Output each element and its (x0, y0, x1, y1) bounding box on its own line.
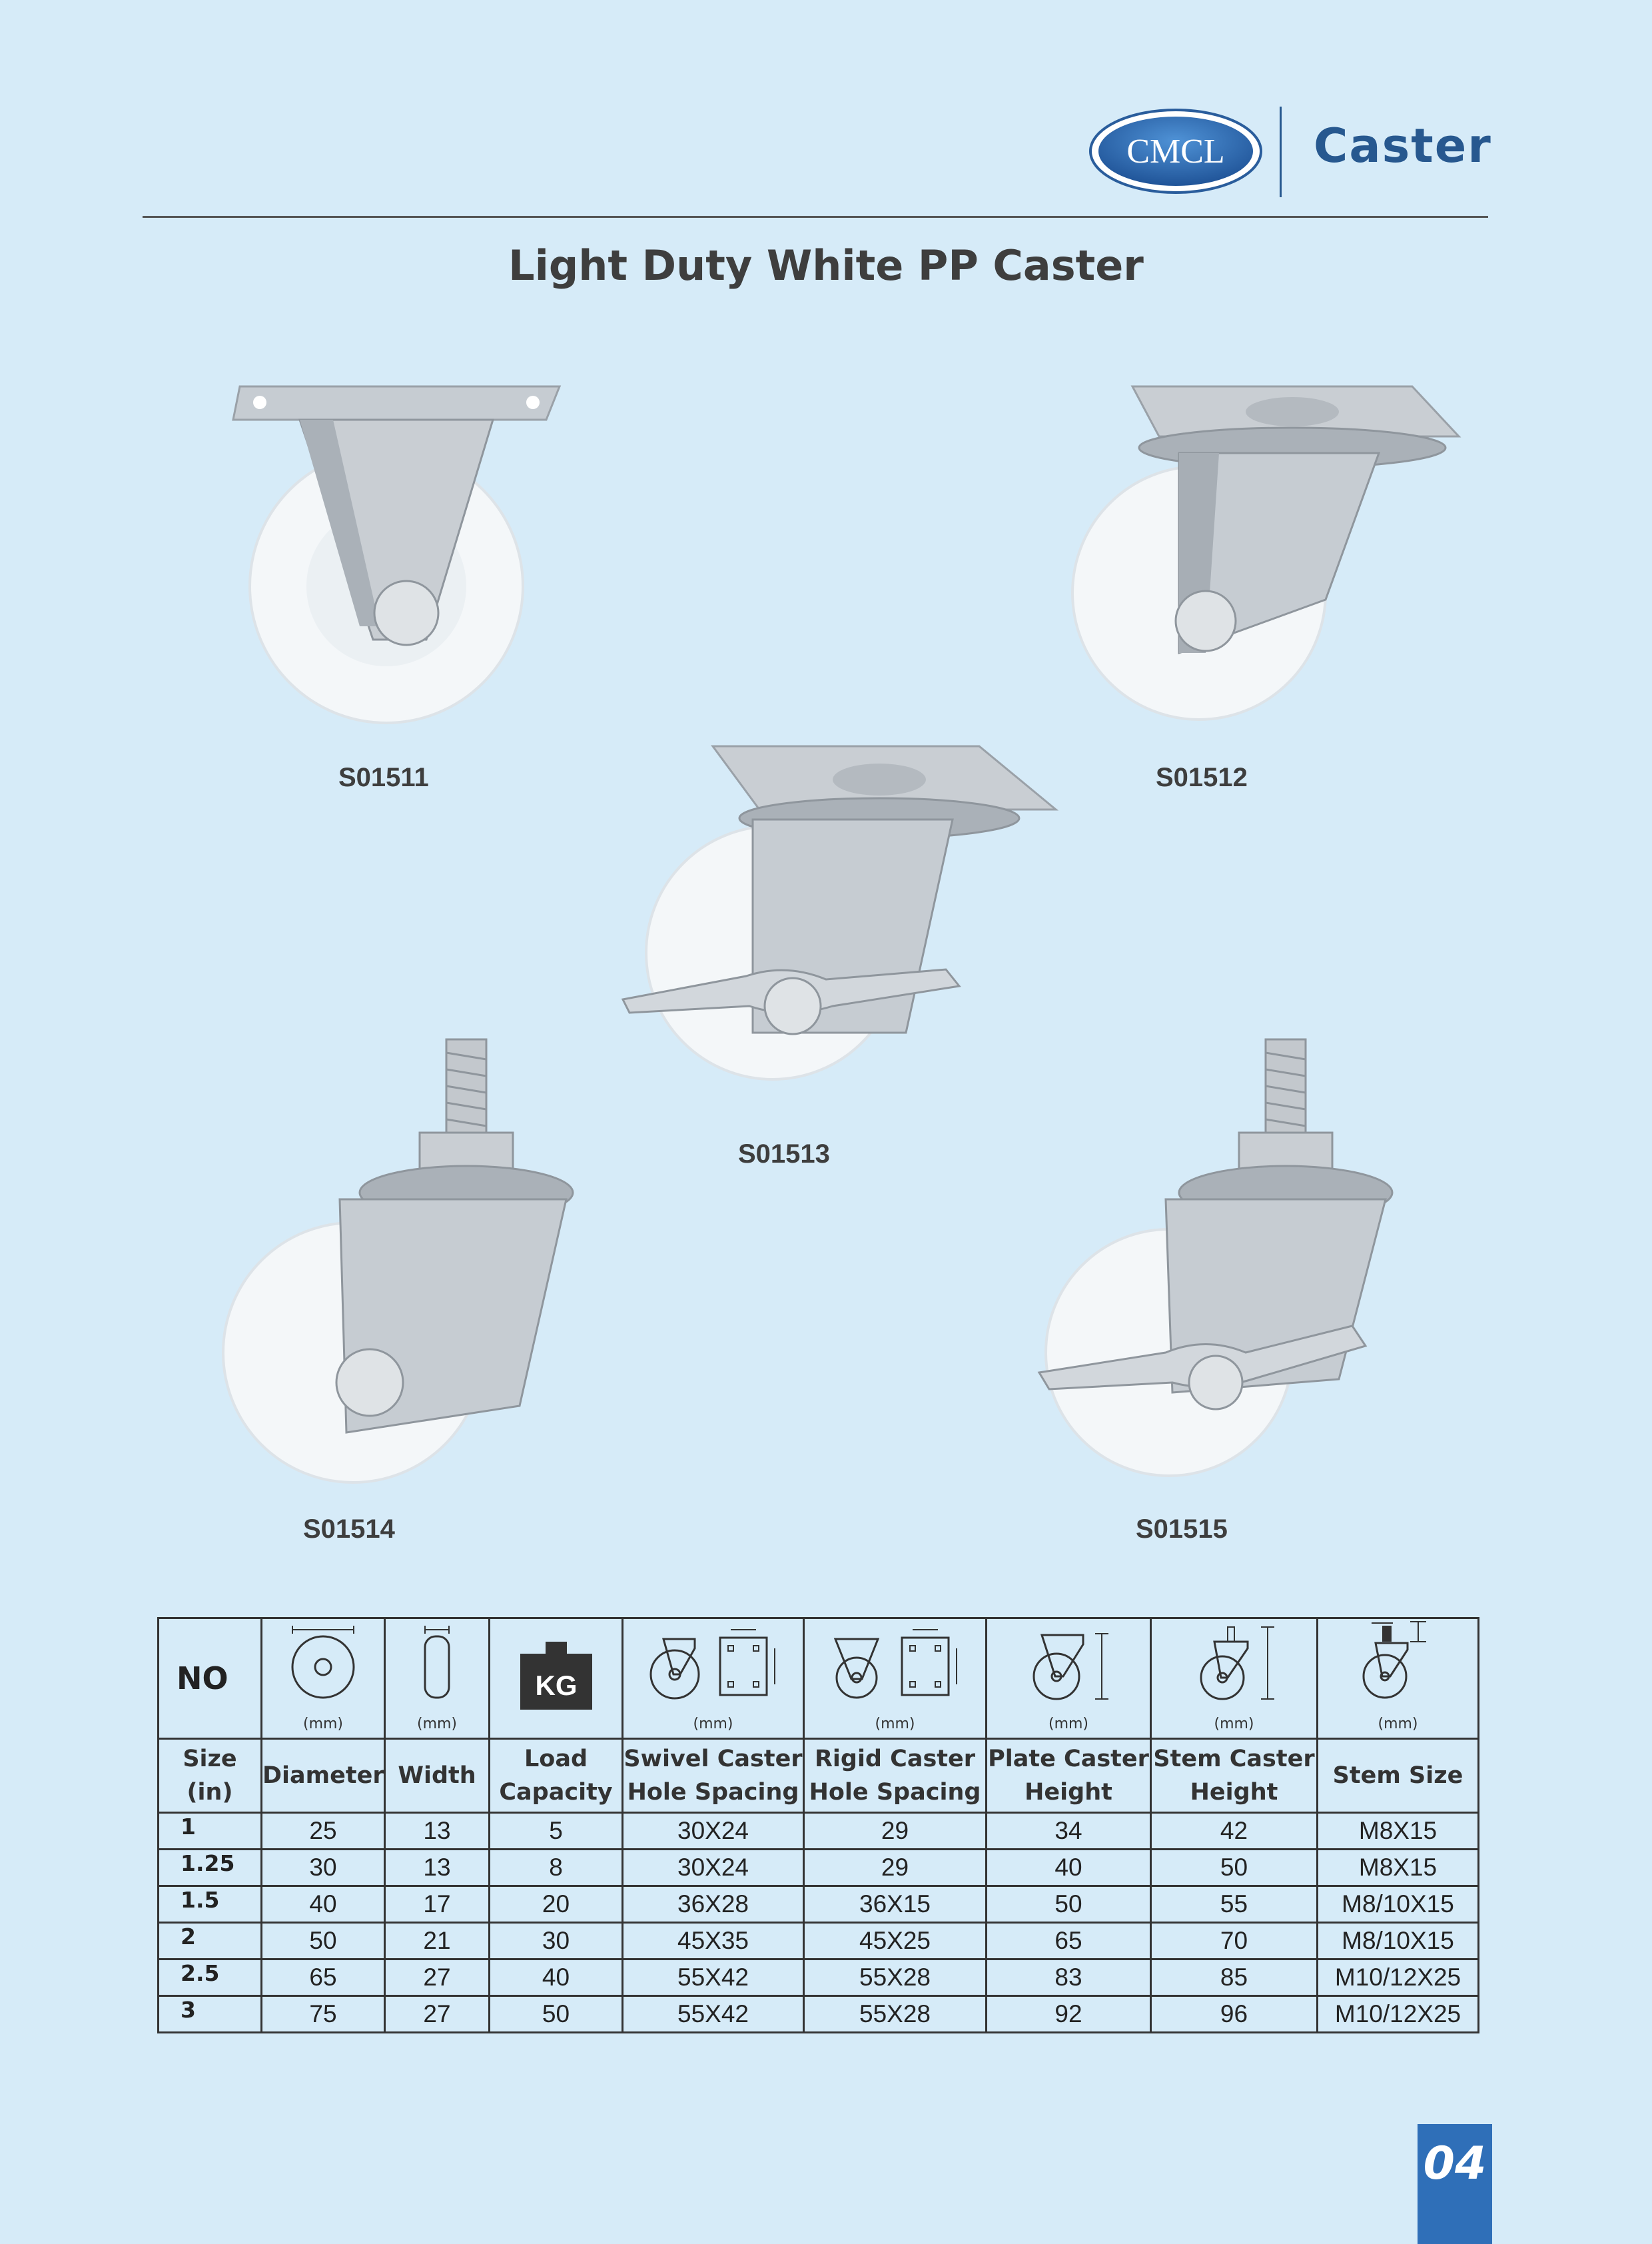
stem-height-header: Stem Caster Height (1151, 1739, 1318, 1813)
table-cell: 40 (262, 1886, 385, 1923)
swivel-hole-spacing-icon (647, 1624, 780, 1704)
caster-image-s01512 (1066, 373, 1465, 733)
diameter-icon (283, 1624, 363, 1704)
size-header: Size (in) (159, 1739, 262, 1813)
table-cell: 50 (490, 1996, 623, 2033)
table-cell: 17 (385, 1886, 490, 1923)
table-cell: 1.5 (159, 1886, 262, 1923)
table-cell: M10/12X25 (1318, 1996, 1479, 2033)
unit-label: (mm) (302, 1716, 344, 1732)
caster-image-s01515 (1032, 1033, 1432, 1499)
table-cell: 40 (987, 1850, 1151, 1886)
product-code: S01513 (738, 1139, 830, 1169)
cmcl-logo (1088, 108, 1264, 195)
table-cell: 65 (987, 1923, 1151, 1960)
table-cell: M8/10X15 (1318, 1886, 1479, 1923)
table-cell: 21 (385, 1923, 490, 1960)
caster-image-s01514 (220, 1033, 580, 1499)
table-cell: 40 (490, 1960, 623, 1996)
table-cell: 1.25 (159, 1850, 262, 1886)
table-row (159, 1923, 1479, 1960)
table-row (159, 1850, 1479, 1886)
no-header: NO (159, 1618, 262, 1739)
table-cell: 1 (159, 1813, 262, 1850)
unit-label: (mm) (693, 1716, 733, 1732)
table-row (159, 1886, 1479, 1923)
table-cell: 36X15 (804, 1886, 987, 1923)
table-cell: 55 (1151, 1886, 1318, 1923)
plate-height-header: Plate Caster Height (987, 1739, 1151, 1813)
table-cell: M8X15 (1318, 1850, 1479, 1886)
kg-label: KG (535, 1670, 577, 1701)
table-cell: 30 (490, 1923, 623, 1960)
product-code: S01514 (303, 1514, 395, 1544)
table-cell: 2 (159, 1923, 262, 1960)
table-cell: 45X25 (804, 1923, 987, 1960)
table-cell: 13 (385, 1813, 490, 1850)
page-number: 04 (1418, 2124, 1492, 2244)
product-code: S01511 (338, 763, 429, 792)
width-icon (410, 1624, 464, 1704)
product-code: S01512 (1156, 763, 1248, 792)
width-header: Width (385, 1739, 490, 1813)
table-cell: 92 (987, 1996, 1151, 2033)
plate-height-icon (1022, 1624, 1115, 1704)
table-cell: 50 (1151, 1850, 1318, 1886)
unit-label: (mm) (416, 1716, 458, 1732)
rigid-hole-spacing-header: Rigid Caster Hole Spacing (804, 1739, 987, 1813)
table-cell: 45X35 (623, 1923, 804, 1960)
page-title: Light Duty White PP Caster (508, 241, 1144, 290)
table-cell: M8X15 (1318, 1813, 1479, 1850)
table-cell: 50 (262, 1923, 385, 1960)
header-separator (1280, 107, 1282, 197)
table-cell: 75 (262, 1996, 385, 2033)
table-row (159, 1813, 1479, 1850)
table-cell: 25 (262, 1813, 385, 1850)
table-cell: 13 (385, 1850, 490, 1886)
table-cell: 8 (490, 1850, 623, 1886)
table-cell: 55X42 (623, 1996, 804, 2033)
table-cell: 30 (262, 1850, 385, 1886)
table-cell: 36X28 (623, 1886, 804, 1923)
table-cell: 30X24 (623, 1813, 804, 1850)
brand-name: Caster (1314, 119, 1492, 173)
unit-label: (mm) (1048, 1716, 1089, 1732)
swivel-hole-spacing-header: Swivel Caster Hole Spacing (623, 1739, 804, 1813)
table-cell: 29 (804, 1850, 987, 1886)
stem-height-icon (1188, 1624, 1281, 1704)
table-cell: 34 (987, 1813, 1151, 1850)
header-rule (143, 216, 1488, 218)
table-cell: 55X28 (804, 1996, 987, 2033)
weight-icon (516, 1639, 596, 1712)
table-cell: M8/10X15 (1318, 1923, 1479, 1960)
table-cell: 27 (385, 1996, 490, 2033)
unit-label: (mm) (875, 1716, 915, 1732)
table-cell: 20 (490, 1886, 623, 1923)
diameter-header: Diameter (262, 1739, 385, 1813)
table-cell: 55X28 (804, 1960, 987, 1996)
table-cell: 70 (1151, 1923, 1318, 1960)
table-cell: 50 (987, 1886, 1151, 1923)
table-row (159, 1996, 1479, 2033)
table-cell: 29 (804, 1813, 987, 1850)
table-cell: 96 (1151, 1996, 1318, 2033)
product-code: S01515 (1136, 1514, 1228, 1544)
table-cell: 42 (1151, 1813, 1318, 1850)
table-cell: 83 (987, 1960, 1151, 1996)
logo-text: CMCL (1126, 133, 1225, 171)
stem-size-header: Stem Size (1318, 1739, 1479, 1813)
unit-label: (mm) (1214, 1716, 1254, 1732)
stem-size-icon (1352, 1619, 1445, 1702)
caster-image-s01513 (613, 740, 1066, 1126)
table-cell: 85 (1151, 1960, 1318, 1996)
unit-label: (mm) (1378, 1716, 1418, 1732)
table-cell: 5 (490, 1813, 623, 1850)
table-cell: 30X24 (623, 1850, 804, 1886)
load-capacity-header: Load Capacity (490, 1739, 623, 1813)
spec-table (157, 1617, 1479, 2033)
rigid-hole-spacing-icon (829, 1624, 962, 1704)
table-cell: 27 (385, 1960, 490, 1996)
table-row (159, 1960, 1479, 1996)
table-cell: M10/12X25 (1318, 1960, 1479, 1996)
table-cell: 55X42 (623, 1960, 804, 1996)
caster-image-s01511 (226, 373, 573, 733)
table-cell: 65 (262, 1960, 385, 1996)
table-cell: 3 (159, 1996, 262, 2033)
table-cell: 2.5 (159, 1960, 262, 1996)
